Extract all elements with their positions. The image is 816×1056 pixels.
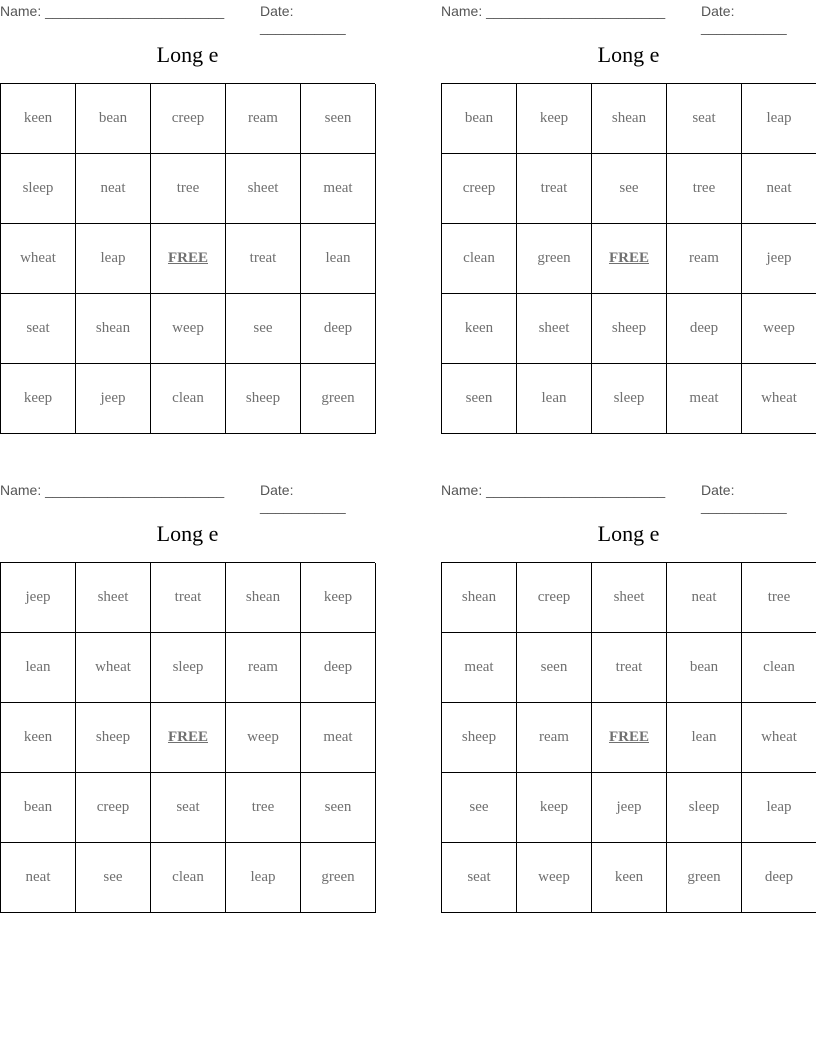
grid-cell: sheep (592, 294, 667, 364)
grid-cell: deep (742, 843, 816, 913)
grid-cell: shean (226, 563, 301, 633)
grid-cell: seen (442, 364, 517, 434)
grid-cell: treat (592, 633, 667, 703)
grid-cell: lean (301, 224, 376, 294)
grid-cell: sleep (667, 773, 742, 843)
grid-cell: weep (226, 703, 301, 773)
grid-cell: meat (667, 364, 742, 434)
grid-cell: ream (517, 703, 592, 773)
grid-cell: green (517, 224, 592, 294)
grid-cell: lean (517, 364, 592, 434)
name-label: Name: _______________________ (441, 3, 666, 19)
grid-cell: seen (301, 84, 376, 154)
grid-cell: keen (592, 843, 667, 913)
grid-cell: neat (742, 154, 816, 224)
grid-cell: clean (151, 364, 226, 434)
grid-cell: sheep (76, 703, 151, 773)
grid-cell: ream (226, 84, 301, 154)
grid-cell: leap (226, 843, 301, 913)
date-label: Date: ___________ (260, 482, 346, 514)
grid-cell: creep (517, 563, 592, 633)
grid-cell: ream (226, 633, 301, 703)
grid-cell: bean (667, 633, 742, 703)
grid-cell: sheet (592, 563, 667, 633)
grid-cell: creep (442, 154, 517, 224)
grid-cell: lean (667, 703, 742, 773)
grid-cell: jeep (742, 224, 816, 294)
grid-cell: creep (151, 84, 226, 154)
grid-cell: seat (151, 773, 226, 843)
grid-cell: wheat (76, 633, 151, 703)
grid-cell: keep (517, 773, 592, 843)
header-line (441, 3, 816, 35)
grid-cell: keen (1, 703, 76, 773)
grid-cell: wheat (742, 364, 816, 434)
grid-cell: green (667, 843, 742, 913)
grid-cell: leap (76, 224, 151, 294)
name-label: Name: _______________________ (441, 482, 666, 498)
grid-cell: bean (1, 773, 76, 843)
grid-cell: bean (442, 84, 517, 154)
header-line (0, 482, 375, 514)
grid-cell: treat (517, 154, 592, 224)
header-line (0, 3, 375, 35)
grid-cell: leap (742, 84, 816, 154)
grid-cell: lean (1, 633, 76, 703)
grid-cell: see (226, 294, 301, 364)
grid-cell: sleep (151, 633, 226, 703)
grid-cell: keep (301, 563, 376, 633)
grid-cell: wheat (1, 224, 76, 294)
grid-cell: shean (442, 563, 517, 633)
grid-cell: green (301, 843, 376, 913)
grid-cell: shean (76, 294, 151, 364)
bingo-grid (0, 83, 375, 434)
card-title: Long e (156, 42, 219, 67)
card-title: Long e (597, 42, 660, 67)
grid-cell: weep (742, 294, 816, 364)
grid-cell: sheet (76, 563, 151, 633)
grid-cell: keep (1, 364, 76, 434)
grid-cell: clean (151, 843, 226, 913)
grid-cell: deep (667, 294, 742, 364)
grid-cell: jeep (1, 563, 76, 633)
grid-cell: shean (592, 84, 667, 154)
grid-cell: meat (301, 703, 376, 773)
free-space-cell: FREE (592, 224, 667, 294)
header-line (441, 482, 816, 514)
grid-cell: creep (76, 773, 151, 843)
grid-cell: tree (151, 154, 226, 224)
grid-cell: wheat (742, 703, 816, 773)
grid-cell: sheep (442, 703, 517, 773)
grid-cell: keen (442, 294, 517, 364)
grid-cell: clean (742, 633, 816, 703)
grid-cell: seat (442, 843, 517, 913)
grid-cell: sheet (517, 294, 592, 364)
free-space-cell: FREE (151, 703, 226, 773)
grid-cell: see (76, 843, 151, 913)
grid-cell: deep (301, 633, 376, 703)
grid-cell: green (301, 364, 376, 434)
grid-cell: tree (742, 563, 816, 633)
grid-cell: ream (667, 224, 742, 294)
grid-cell: treat (226, 224, 301, 294)
grid-cell: weep (151, 294, 226, 364)
bingo-grid (441, 83, 816, 434)
grid-cell: neat (667, 563, 742, 633)
grid-cell: sleep (1, 154, 76, 224)
free-space-cell: FREE (592, 703, 667, 773)
grid-cell: keep (517, 84, 592, 154)
grid-cell: seat (667, 84, 742, 154)
grid-cell: weep (517, 843, 592, 913)
grid-cell: neat (76, 154, 151, 224)
grid-cell: treat (151, 563, 226, 633)
grid-cell: see (592, 154, 667, 224)
date-label: Date: ___________ (260, 3, 346, 35)
name-label: Name: _______________________ (0, 482, 225, 498)
grid-cell: neat (1, 843, 76, 913)
grid-cell: meat (442, 633, 517, 703)
grid-cell: sheet (226, 154, 301, 224)
grid-cell: jeep (76, 364, 151, 434)
grid-cell: clean (442, 224, 517, 294)
grid-cell: seen (517, 633, 592, 703)
grid-cell: leap (742, 773, 816, 843)
grid-cell: deep (301, 294, 376, 364)
grid-cell: seen (301, 773, 376, 843)
grid-cell: sleep (592, 364, 667, 434)
bingo-grid (0, 562, 375, 913)
grid-cell: sheep (226, 364, 301, 434)
card-title: Long e (597, 521, 660, 546)
grid-cell: jeep (592, 773, 667, 843)
grid-cell: keen (1, 84, 76, 154)
date-label: Date: ___________ (701, 482, 787, 514)
grid-cell: bean (76, 84, 151, 154)
grid-cell: meat (301, 154, 376, 224)
free-space-cell: FREE (151, 224, 226, 294)
grid-cell: see (442, 773, 517, 843)
name-label: Name: _______________________ (0, 3, 225, 19)
card-title: Long e (156, 521, 219, 546)
date-label: Date: ___________ (701, 3, 787, 35)
bingo-grid (441, 562, 816, 913)
grid-cell: tree (667, 154, 742, 224)
grid-cell: seat (1, 294, 76, 364)
grid-cell: tree (226, 773, 301, 843)
